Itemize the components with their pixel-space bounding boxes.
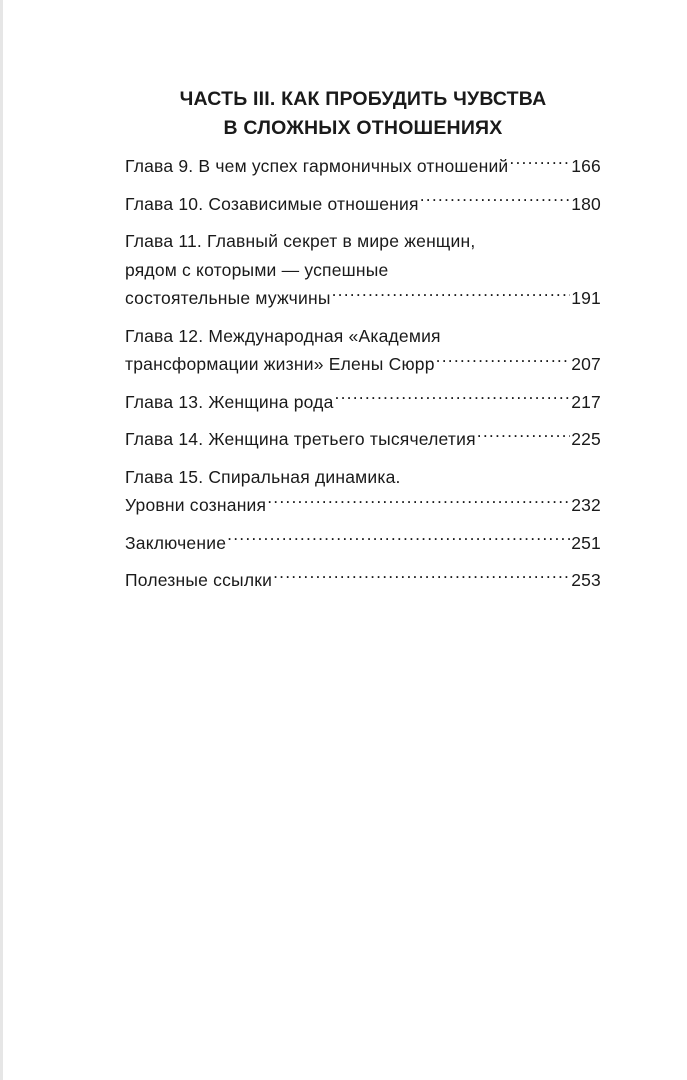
toc-page-number: 253 [571, 570, 601, 590]
toc-page-number: 180 [571, 193, 601, 214]
dot-leader [477, 428, 570, 446]
toc-page-number: 232 [571, 495, 601, 515]
page-edge [0, 0, 3, 1080]
toc-entry-last-line [125, 566, 601, 595]
toc-entry-last-line [125, 284, 601, 313]
toc-entry-title-line: Уровни сознания [125, 495, 267, 515]
toc-entry[interactable] [125, 388, 601, 417]
toc-entry-last-line [125, 388, 601, 417]
toc-entry[interactable] [125, 152, 601, 181]
dot-leader [332, 287, 571, 305]
toc-entry-last-line [125, 190, 601, 219]
dot-leader [267, 494, 570, 512]
toc-page-number: 225 [571, 429, 601, 449]
part-heading-line-2: В СЛОЖНЫХ ОТНОШЕНИЯХ [223, 117, 503, 139]
toc-entry-title-line: трансформации жизни» Елены Сюрр [125, 354, 435, 374]
dot-leader [509, 155, 570, 173]
toc-page-number: 191 [571, 288, 601, 308]
toc-page-number: 166 [571, 156, 601, 176]
dot-leader [273, 569, 570, 587]
toc-entry[interactable] [125, 425, 601, 454]
toc-entry-last-line [125, 491, 601, 520]
toc-entry[interactable] [125, 463, 601, 520]
toc-page-number: 217 [571, 391, 601, 412]
toc-entry-last-line [125, 529, 601, 558]
toc-entry-title-line: Глава 12. Международная «Академия [125, 325, 441, 346]
toc-entry-title-line: Глава 9. В чем успех гармоничных отношений [125, 156, 509, 176]
toc-entry-title-line: Полезные ссылки [125, 570, 273, 590]
dot-leader [420, 192, 570, 210]
toc-entry-title-line: Заключение [125, 532, 227, 553]
toc-entry-title-line: Глава 15. Спиральная динамика. [125, 466, 401, 487]
part-heading-line-1: ЧАСТЬ III. КАК ПРОБУДИТЬ ЧУВСТВА [179, 88, 547, 110]
toc-entry-last-line [125, 152, 601, 181]
toc-entry[interactable] [125, 322, 601, 379]
toc-entry-title-line: состоятельные мужчины [125, 288, 331, 308]
part-heading [125, 85, 601, 143]
toc-entry-title-line: рядом с которыми — успешные [125, 259, 389, 280]
toc-entry[interactable] [125, 529, 601, 558]
toc-entry[interactable] [125, 566, 601, 595]
dot-leader [227, 531, 570, 549]
toc-entry[interactable] [125, 227, 601, 313]
dot-leader [335, 390, 571, 408]
toc-entry-title-line: Глава 13. Женщина рода [125, 391, 334, 412]
toc-entry[interactable] [125, 190, 601, 219]
toc-entry-last-line [125, 350, 601, 379]
toc-page-number: 207 [571, 354, 601, 374]
toc-entry-last-line [125, 425, 601, 454]
table-of-contents [125, 152, 601, 604]
toc-page-number: 251 [571, 532, 601, 553]
dot-leader [436, 353, 571, 371]
toc-entry-title-line: Глава 11. Главный секрет в мире женщин, [125, 231, 476, 251]
toc-entry-title-line: Глава 10. Созависимые отношения [125, 193, 419, 214]
toc-entry-title-line: Глава 14. Женщина третьего тысячелетия [125, 429, 476, 449]
